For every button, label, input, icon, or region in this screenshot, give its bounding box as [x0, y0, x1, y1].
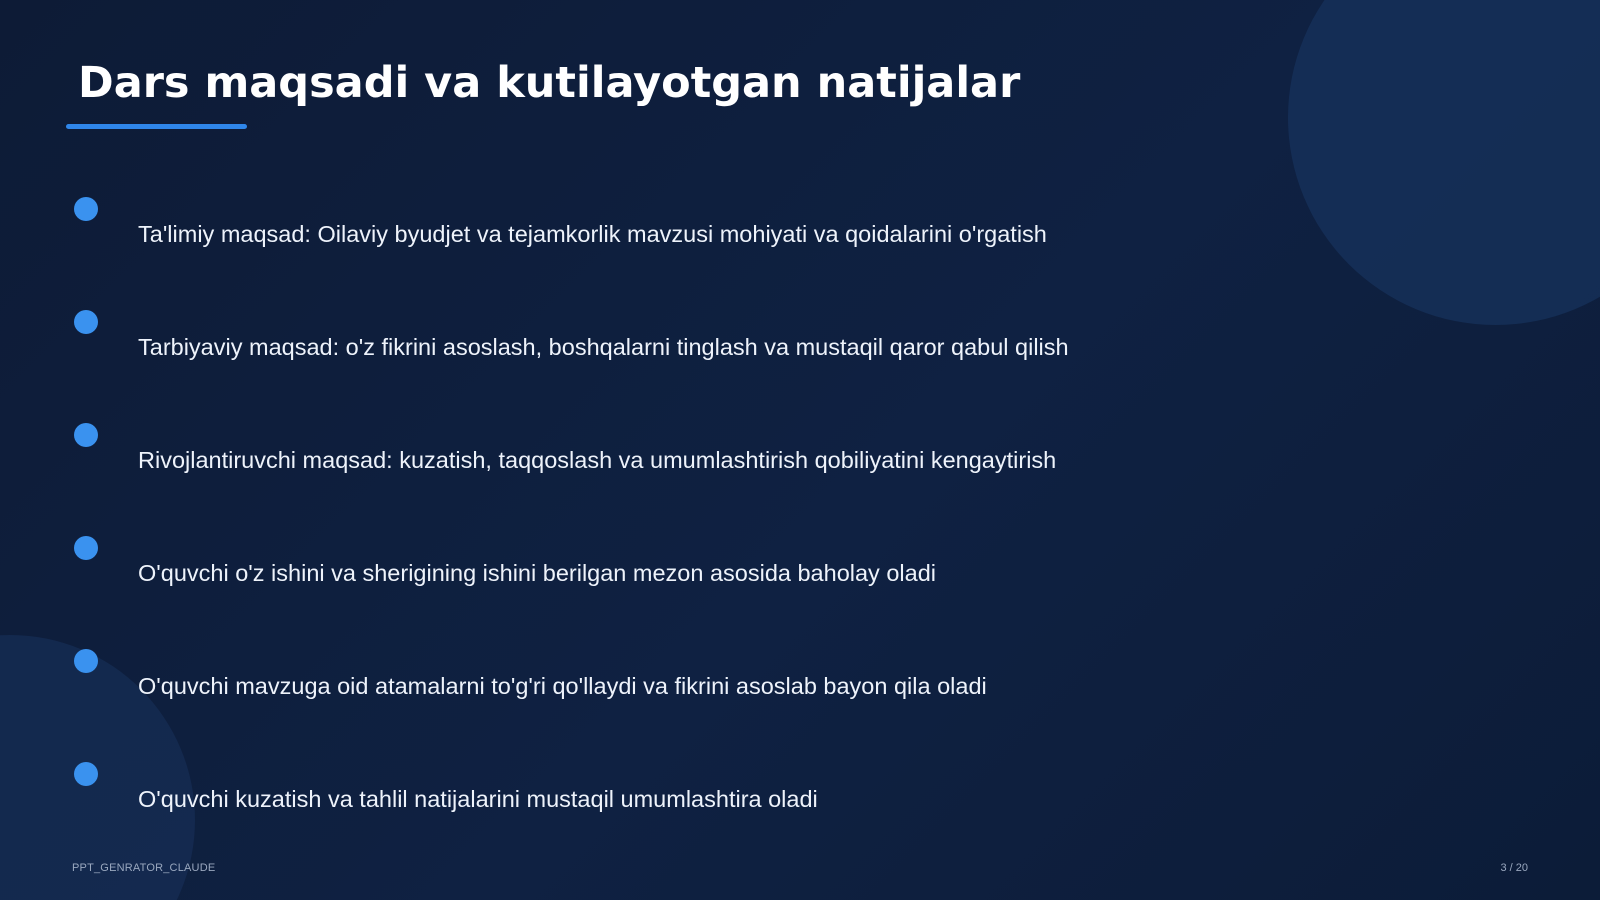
bullet-item [0, 423, 1300, 503]
bullet-text: O'quvchi kuzatish va tahlil natijalarini mustaqil umumlashtira oladi [138, 786, 818, 812]
circle-bullet-icon [74, 536, 98, 560]
circle-bullet-icon [74, 649, 98, 673]
page-indicator: 3 / 20 [1500, 862, 1528, 874]
circle-bullet-icon [74, 423, 98, 447]
bullet-item [0, 762, 1300, 842]
footer-label: PPT_GENRATOR_CLAUDE [72, 862, 216, 874]
bullet-text: Ta'limiy maqsad: Oilaviy byudjet va tejamkorlik mavzusi mohiyati va qoidalarini o'rgatish [138, 221, 1047, 247]
bullet-item [0, 649, 1300, 729]
circle-bullet-icon [74, 310, 98, 334]
bullet-item [0, 310, 1300, 390]
bullet-text: O'quvchi mavzuga oid atamalarni to'g'ri qo'llaydi va fikrini asoslab bayon qila oladi [138, 673, 987, 699]
circle-bullet-icon [74, 762, 98, 786]
bullet-item [0, 197, 1300, 277]
bullet-item [0, 536, 1300, 616]
bullet-text: Rivojlantiruvchi maqsad: kuzatish, taqqoslash va umumlashtirish qobiliyatini kengaytirish [138, 447, 1057, 473]
circle-bullet-icon [74, 197, 98, 221]
bullet-text: O'quvchi o'z ishini va sherigining ishini berilgan mezon asosida baholay oladi [138, 560, 936, 586]
slide-title: Dars maqsadi va kutilayotgan natijalar [78, 58, 1021, 108]
bullet-text: Tarbiyaviy maqsad: o'z fikrini asoslash, boshqalarni tinglash va mustaqil qaror qabul qilish [138, 334, 1069, 360]
